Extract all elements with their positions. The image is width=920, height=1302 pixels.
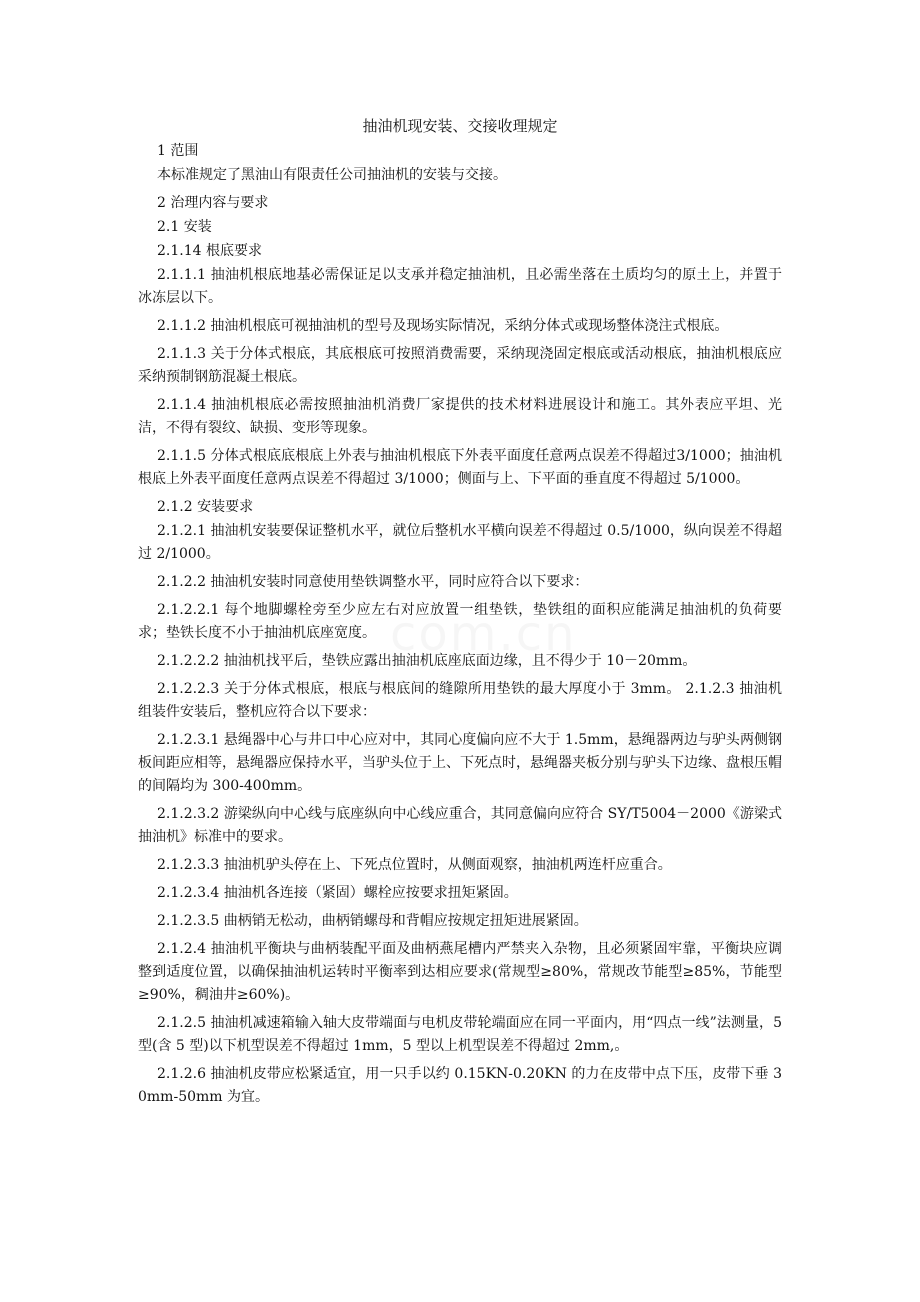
section-heading: 2.1 安装 [157,219,212,235]
section-heading: 2.1.14 根底要求 [157,243,262,259]
paragraph: 2.1.1.1 抽油机根底地基必需保证足以支承并稳定抽油机，且必需坐落在土质均匀的原土上，并置于冰冻层以下。 [138,267,782,306]
paragraph: 2.1.2.2.3 关于分体式根底，根底与根底间的缝隙所用垫铁的最大厚度小于 3mm。 2.1.2.3 抽油机组装件安装后，整机应符合以下要求： [138,681,782,720]
section-heading: 1 范围 [157,143,199,159]
paragraph: 2.1.2.3.2 游梁纵向中心线与底座纵向中心线应重合，其同意偏向应符合 SY/T5004－2000《游梁式抽油机》标准中的要求。 [138,806,782,845]
paragraph: 本标准规定了黑油山有限责任公司抽油机的安装与交接。 [157,167,507,183]
paragraph: 2.1.2.4 抽油机平衡块与曲柄装配平面及曲柄燕尾槽内严禁夹入杂物，且必须紧固牢靠，平衡块应调整到适度位置，以确保抽油机运转时平衡率到达相应要求(常规型≥80%，常规改节能型≥85%，节能型≥90%，稠油井≥60%)。 [138,941,782,1003]
paragraph: 2.1.1.5 分体式根底底根底上外表与抽油机根底下外表平面度任意两点误差不得超过3/1000；抽油机根底上外表平面度任意两点误差不得超过 3/1000；侧面与上、下平面的垂直度不得超过 5/1000。 [138,448,782,487]
paragraph: 2.1.2.3.3 抽油机驴头停在上、下死点位置时，从侧面观察，抽油机两连杆应重合。 [157,857,672,873]
paragraph: 2.1.2.6 抽油机皮带应松紧适宜，用一只手以约 0.15KN-0.20KN 的力在皮带中点下压，皮带下垂 30mm-50mm 为宜。 [138,1066,782,1105]
section-heading: 2.1.2 安装要求 [157,499,254,515]
paragraph: 2.1.2.5 抽油机减速箱输入轴大皮带端面与电机皮带轮端面应在同一平面内，用“四点一线”法测量，5 型(含 5 型)以下机型误差不得超过 1mm，5 型以上机型误差不得超过 2mm,。 [138,1015,782,1054]
paragraph: 2.1.2.3.1 悬绳器中心与井口中心应对中，其同心度偏向应不大于 1.5mm，悬绳器两边与驴头两侧钢板间距应相等，悬绳器应保持水平，当驴头位于上、下死点时，悬绳器夹板分别与驴头下边缘、盘根压帽的间隔均为 300-400mm。 [138,732,782,794]
paragraph: 2.1.1.3 关于分体式根底，其底根底可按照消费需要，采纳现浇固定根底或活动根底，抽油机根底应采纳预制钢筋混凝土根底。 [138,346,782,385]
document-title: 抽油机现安装、交接收理规定 [362,117,558,135]
paragraph: 2.1.1.4 抽油机根底必需按照抽油机消费厂家提供的技术材料进展设计和施工。其外表应平坦、光洁，不得有裂纹、缺损、变形等现象。 [138,397,782,436]
paragraph: 2.1.2.1 抽油机安装要保证整机水平，就位后整机水平横向误差不得超过 0.5/1000，纵向误差不得超过 2/1000。 [138,523,782,562]
paragraph: 2.1.2.3.5 曲柄销无松动，曲柄销螺母和背帽应按规定扭矩进展紧固。 [157,913,588,929]
paragraph: 2.1.2.3.4 抽油机各连接（紧固）螺栓应按要求扭矩紧固。 [157,885,518,901]
section-heading: 2 治理内容与要求 [157,195,269,211]
paragraph: 2.1.2.2.1 每个地脚螺栓旁至少应左右对应放置一组垫铁，垫铁组的面积应能满足抽油机的负荷要求；垫铁长度不小于抽油机底座宽度。 [138,602,782,641]
paragraph: 2.1.2.2 抽油机安装时同意使用垫铁调整水平，同时应符合以下要求： [157,574,589,590]
document-body [138,140,782,1114]
paragraph: 2.1.1.2 抽油机根底可视抽油机的型号及现场实际情况，采纳分体式或现场整体浇注式根底。 [157,318,729,334]
paragraph: 2.1.2.2.2 抽油机找平后，垫铁应露出抽油机底座底面边缘，且不得少于 10－20mm。 [157,653,697,669]
